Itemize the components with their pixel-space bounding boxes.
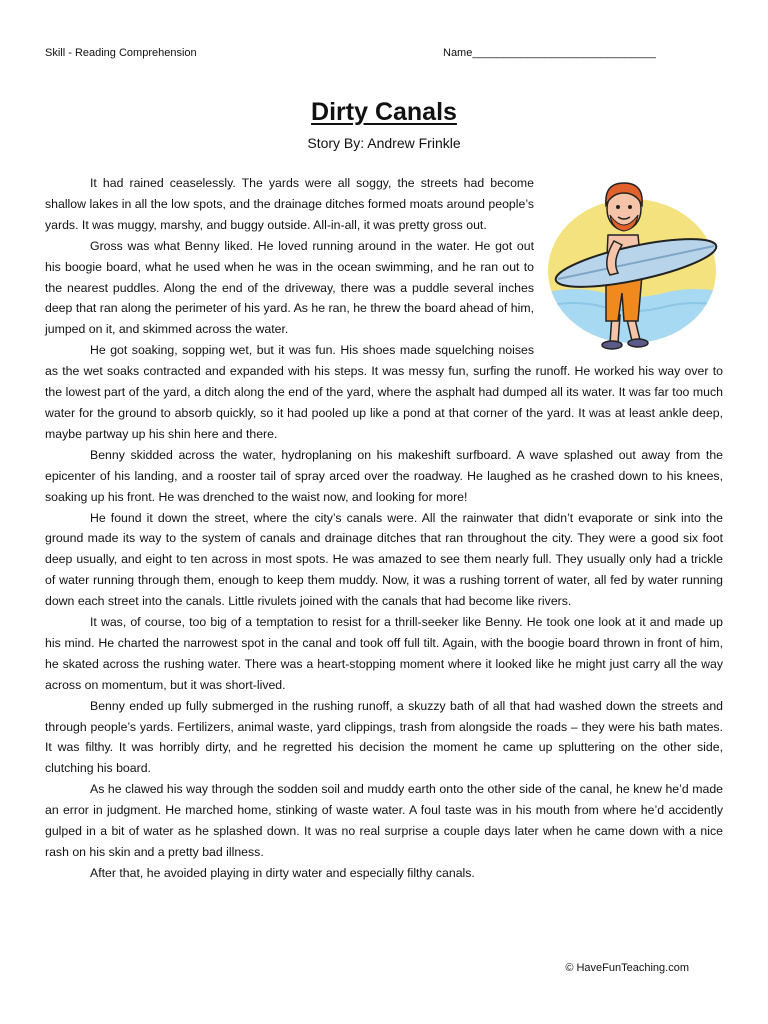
sandal-left: [602, 341, 622, 349]
paragraph: As he clawed his way through the sodden soil and muddy earth onto the other side of the canal, he knew he’d made an error in judgment. He marched home, stinking of waste water. A foul taste was in his mouth from where he’d accidently gulped in a bit of water as he splashed down. It was no real surprise a couple days later when he came down with a nice rash on his skin and a pretty bad illness.: [45, 782, 723, 859]
story-body: [45, 173, 723, 884]
story-title: Dirty Canals: [311, 98, 457, 126]
name-field-label: Name______________________________: [443, 47, 656, 59]
paragraph: After that, he avoided playing in dirty water and especially filthy canals.: [90, 865, 475, 880]
paragraph: He got soaking, sopping wet, but it was fun. His shoes made squelching noises as the wet soaks contracted and expanded with his steps. It was messy fun, surfing the runoff. He worked his way over to the lowest part of the yard, a ditch along the end of the yard, where the asphalt had dumped all its water. It was far too much water for the ground to absorb quickly, so it had pooled up like a pond at that corner of the yard. It was at least ankle deep, maybe partway up his shin here and there.: [45, 343, 723, 441]
copyright-footer: © HaveFunTeaching.com: [565, 962, 689, 974]
paragraph: Benny skidded across the water, hydroplaning on his makeshift surfboard. A wave splashed out away from the epicenter of his landing, and a rooster tail of spray arced over the roadway. He laughed as he crashed down to his knees, soaking up his front. He was drenched to the waist now, and looking for more!: [45, 447, 723, 504]
surfer-illustration: [544, 175, 729, 359]
sandal-right: [628, 339, 648, 347]
paragraph: It had rained ceaselessly. The yards were all soggy, the streets had become shallow lakes in all the low spots, and the drainage ditches formed moats around people’s yards. It was muggy, marshy, and buggy outside. All-in-all, it was pretty gross out.: [45, 176, 534, 232]
story-byline: Story By: Andrew Frinkle: [307, 135, 461, 151]
paragraph: Gross was what Benny liked. He loved running around in the water. He got out his boogie board, what he used when he was in the ocean swimming, and he ran out to the nearest puddles. Along the end of the driveway, there was a puddle several inches deep that ran along the perimeter of his yard. As he ran, he threw the board ahead of him, jumped on it, and skimmed across the water.: [45, 238, 534, 337]
paragraph: Benny ended up fully submerged in the rushing runoff, a skuzzy bath of all that had washed down the streets and through people’s yards. Fertilizers, animal waste, yard clippings, trash from alongside the roads – they were his bath mates. It was filthy. It was horribly dirty, and he regretted his decision the moment he came up spluttering on the other side, clutching his board.: [45, 698, 723, 776]
paragraph: It was, of course, too big of a temptation to resist for a thrill-seeker like Benny. He took one look at it and made up his mind. He charted the narrowest spot in the canal and took off full tilt. Again, with the boogie board thrown in front of him, he skated across the rushing water. There was a heart-stopping moment where it looked like he might just carry all the way across on momentum, but it was short-lived.: [45, 615, 723, 692]
paragraph: He found it down the street, where the city’s canals were. All the rainwater that didn’t evaporate or sink into the ground made its way to the system of canals and drainage ditches that ran throughout the city. They were a good six foot deep usually, and eight to ten across in most spots. He was amazed to see them nearly full. They usually only had a trickle of water running through them, enough to keep them muddy. Now, it was a rushing torrent of water, all fed by water running down each street into the canals. Little rivulets joined with the canals that had become like rivers.: [45, 510, 723, 609]
skill-label: Skill - Reading Comprehension: [45, 47, 197, 59]
